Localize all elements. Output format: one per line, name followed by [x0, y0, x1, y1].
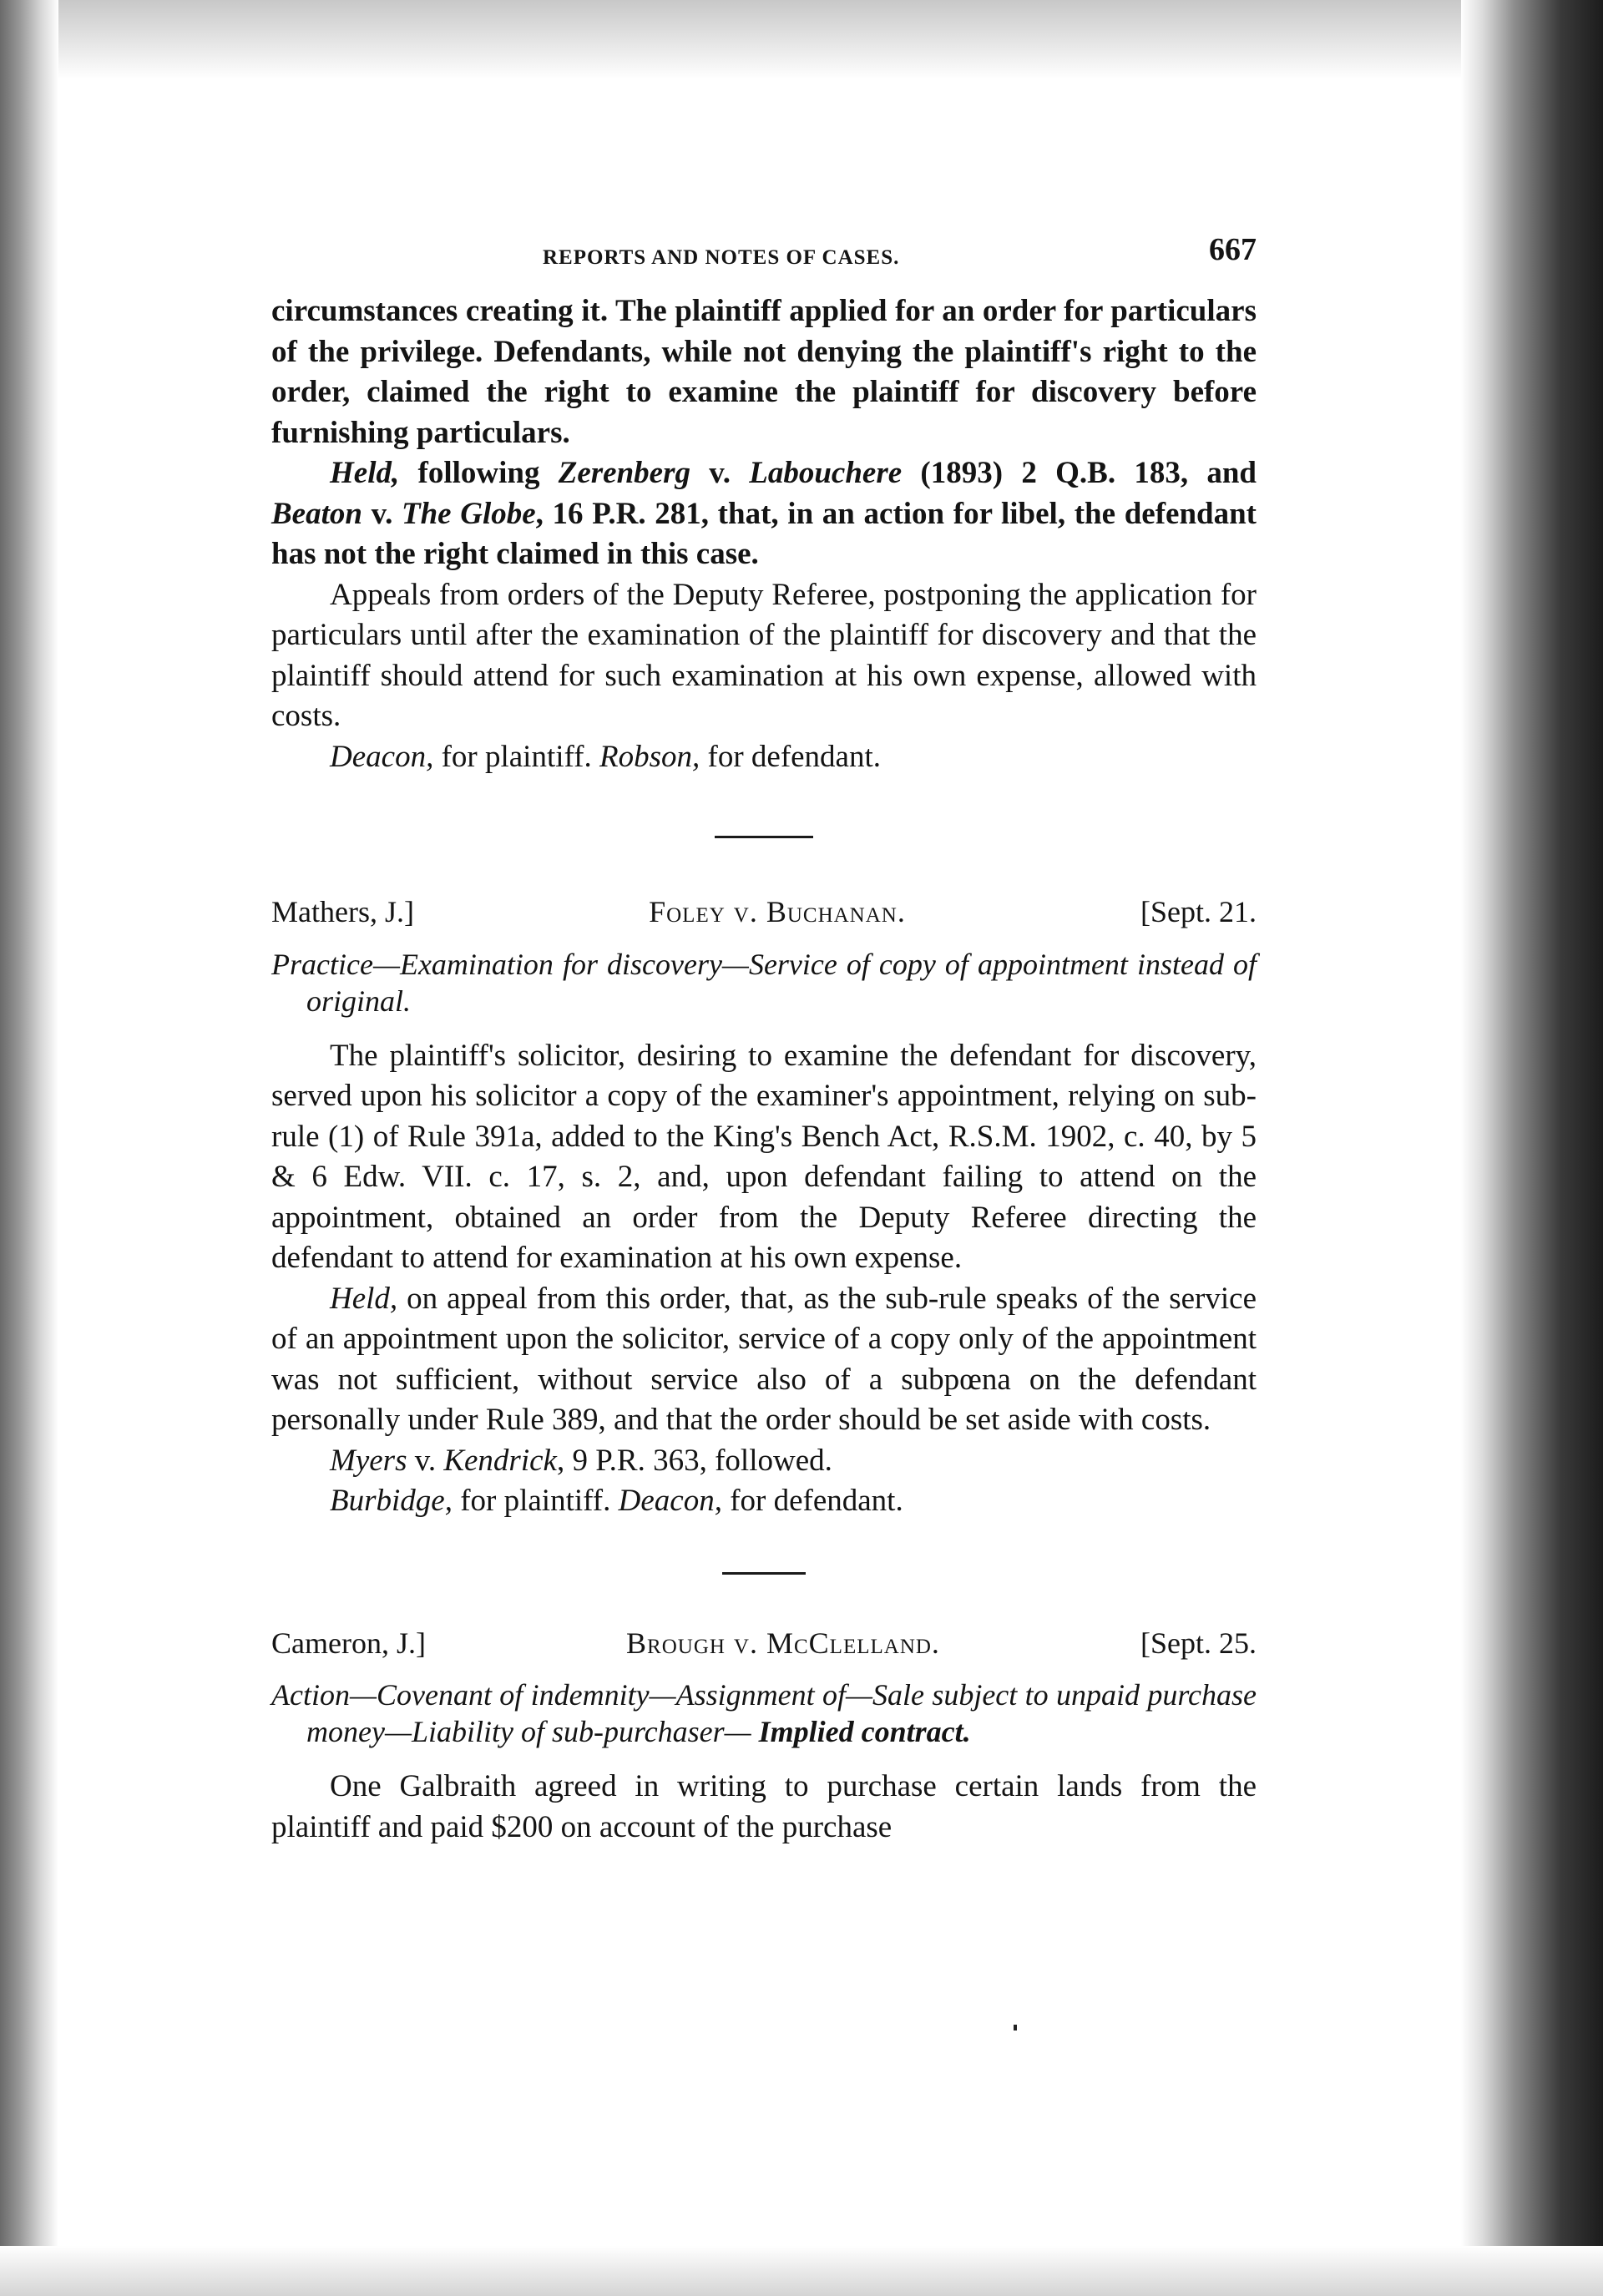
counsel-role: for plaintiff.: [433, 739, 599, 774]
case-1-paragraph-1: circumstances creating it. The plaintiff applied for an order for particulars of the privilege. Defendants, while not denying the plaintiff's right to the order, claimed the right to examine the plaintiff for discovery before furnishing particulars.: [271, 294, 1257, 450]
case-3-name: Brough v. McClelland.: [626, 1626, 940, 1660]
held-text: v.: [690, 456, 750, 490]
case-2-citation: [271, 1441, 1257, 1482]
scan-right-edge: [1461, 0, 1603, 2296]
held-text: on appeal from this order, that, as the sub-rule speaks of the service of an appointment upon the solicitor, service of a copy only of the appointment was not sufficient, without service also of a subpœna on the defendant personally under Rule 389, and that the order should be set aside with costs.: [271, 1281, 1257, 1437]
held-text: following: [399, 456, 559, 490]
page-body: [271, 230, 1257, 1848]
page-number: 667: [1209, 232, 1257, 267]
running-head: REPORTS AND NOTES OF CASES.: [543, 246, 900, 269]
case-citation: Zerenberg: [558, 456, 690, 490]
counsel-name: Deacon,: [618, 1484, 722, 1518]
headnote-text: Implied contract.: [758, 1715, 971, 1748]
case-1-counsel: [271, 737, 1257, 778]
held-text: (1893) 2 Q.B. 183, and: [902, 456, 1257, 490]
case-2-held: [271, 1279, 1257, 1441]
case-2-date: [Sept. 21.: [1140, 895, 1257, 928]
case-citation: Beaton: [271, 496, 362, 531]
case-3: [271, 1623, 1257, 1848]
section-divider: [722, 1572, 806, 1575]
counsel-role: for plaintiff.: [452, 1484, 619, 1518]
case-2-name: Foley v. Buchanan.: [649, 895, 906, 928]
counsel-name: Deacon,: [330, 739, 434, 774]
citation-text: , 9 P.R. 363, followed.: [556, 1443, 832, 1478]
case-2-judge: Mathers, J.]: [271, 895, 414, 928]
held-text: v.: [362, 496, 402, 531]
scan-speck: [1014, 2025, 1017, 2030]
case-3-headnote: [271, 1676, 1257, 1750]
case-citation: The Globe: [401, 496, 536, 531]
headnote-text: Action—Covenant of indemnity—Assignment of—Sale subject to unpaid purchase money—Liability of sub-purchaser—: [271, 1678, 1257, 1748]
case-3-title-line: [271, 1623, 1257, 1664]
scan-left-edge: [0, 0, 58, 2296]
counsel-name: Robson,: [599, 739, 700, 774]
case-2-counsel: [271, 1481, 1257, 1522]
page-header: [271, 230, 1257, 280]
case-1-held: [271, 453, 1257, 575]
held-label: Held,: [330, 456, 400, 490]
scan-bottom-edge: [0, 2246, 1603, 2296]
citation-text: v.: [407, 1443, 444, 1478]
section-divider: [715, 836, 813, 838]
case-citation: Myers: [330, 1443, 407, 1478]
counsel-role: for defendant.: [721, 1484, 903, 1518]
scan-top-edge: [0, 0, 1603, 79]
case-1-paragraph-3: Appeals from orders of the Deputy Referee, postponing the application for particulars until after the examination of the plaintiff for discovery and that the plaintiff should attend for such examination at his own expense, allowed with costs.: [271, 577, 1257, 733]
case-citation: Labouchere: [749, 456, 903, 490]
counsel-name: Burbidge,: [330, 1484, 453, 1518]
case-2-headnote: Practice—Examination for discovery—Service of copy of appointment instead of original.: [271, 947, 1257, 1018]
case-3-judge: Cameron, J.]: [271, 1626, 426, 1660]
held-label: Held,: [330, 1281, 398, 1316]
case-2-paragraph-1: The plaintiff's solicitor, desiring to examine the defendant for discovery, served upon his solicitor a copy of the examiner's appointment, relying on sub-rule (1) of Rule 391a, added to the King's Bench Act, R.S.M. 1902, c. 40, by 5 & 6 Edw. VII. c. 17, s. 2, and, upon defendant failing to attend on the appointment, obtained an order from the Deputy Referee directing the defendant to attend for examination at his own expense.: [271, 1038, 1257, 1275]
case-1: [271, 291, 1257, 777]
held-text: , 16 P.R. 281, that, in an action for libel, the defendant has not the right claimed in this case.: [271, 496, 1257, 571]
case-2-title-line: [271, 892, 1257, 933]
counsel-role: for defendant.: [700, 739, 882, 774]
case-3-paragraph-1: One Galbraith agreed in writing to purchase certain lands from the plaintiff and paid $200 on account of the purchase: [271, 1769, 1257, 1844]
case-citation: Kendrick: [443, 1443, 557, 1478]
case-3-date: [Sept. 25.: [1140, 1626, 1257, 1660]
case-2: [271, 892, 1257, 1522]
